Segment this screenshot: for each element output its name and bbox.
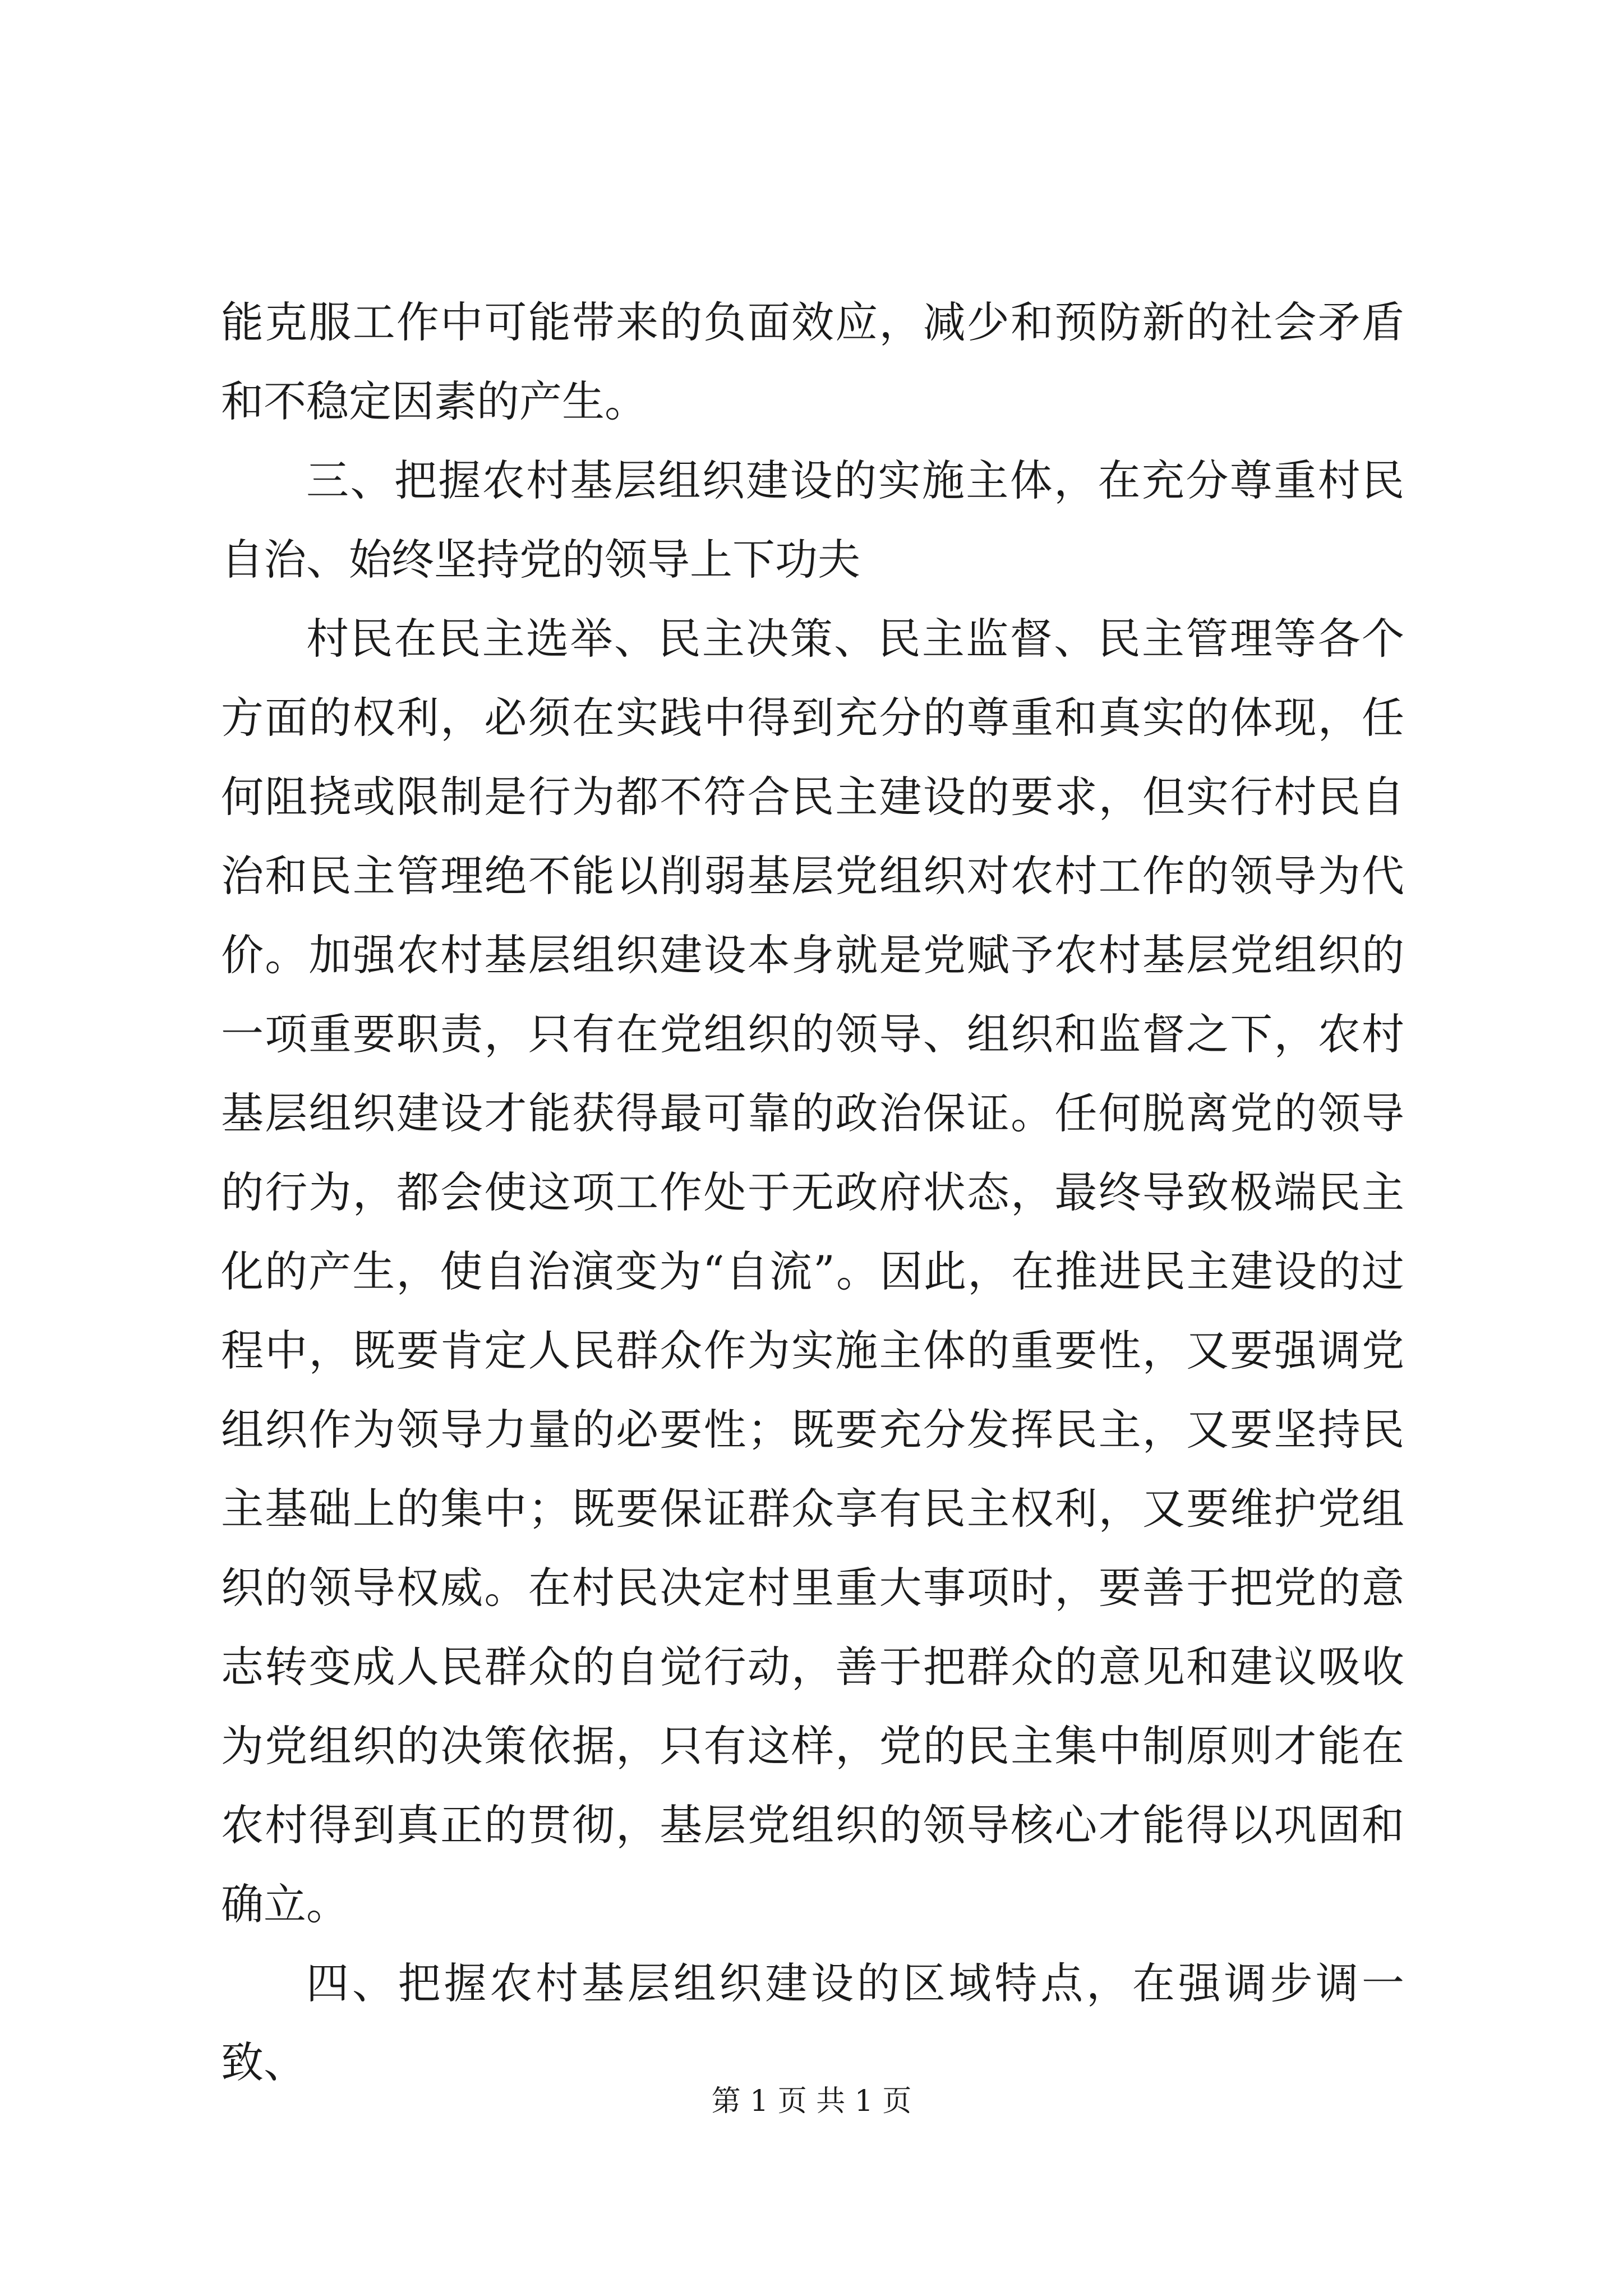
paragraph-continuation: 能克服工作中可能带来的负面效应，减少和预防新的社会矛盾和不稳定因素的产生。 <box>221 297 1404 426</box>
page-number-footer: 第 1 页 共 1 页 <box>711 2085 912 2118</box>
section-heading-four: 四、把握农村基层组织建设的区域特点，在强调步调一致、 <box>221 1958 1404 2087</box>
section-heading-three: 三、把握农村基层组织建设的实施主体，在充分尊重村民自治、始终坚持党的领导上下功夫 <box>221 455 1404 585</box>
paragraph-body: 村民在民主选举、民主决策、民主监督、民主管理等各个方面的权利，必须在实践中得到充分的尊重和真实的体现，任何阻挠或限制是行为都不符合民主建设的要求，但实行村民自治和民主管理绝不能以削弱基层党组织对农村工作的领导为代价。加强农村基层组织建设本身就是党赋予农村基层党组织的一项重要职责，只有在党组织的领导、组织和监督之下，农村基层组织建设才能获得最可靠的政治保证。任何脱离党的领导的行为，都会使这项工作处于无政府状态，最终导致极端民主化的产生，使自治演变为“自流”。因此，在推进民主建设的过程中，既要肯定人民群众作为实施主体的重要性，又要强调党组织作为领导力量的必要性；既要充分发挥民主，又要坚持民主基础上的集中；既要保证群众享有民主权利，又要维护党组织的领导权威。在村民决定村里重大事项时，要善于把党的意志转变成人民群众的自觉行动，善于把群众的意见和建议吸收为党组织的决策依据，只有这样，党的民主集中制原则才能在农村得到真正的贯彻，基层党组织的领导核心才能得以巩固和确立。 <box>221 614 1404 1929</box>
document-body <box>221 283 1404 2102</box>
